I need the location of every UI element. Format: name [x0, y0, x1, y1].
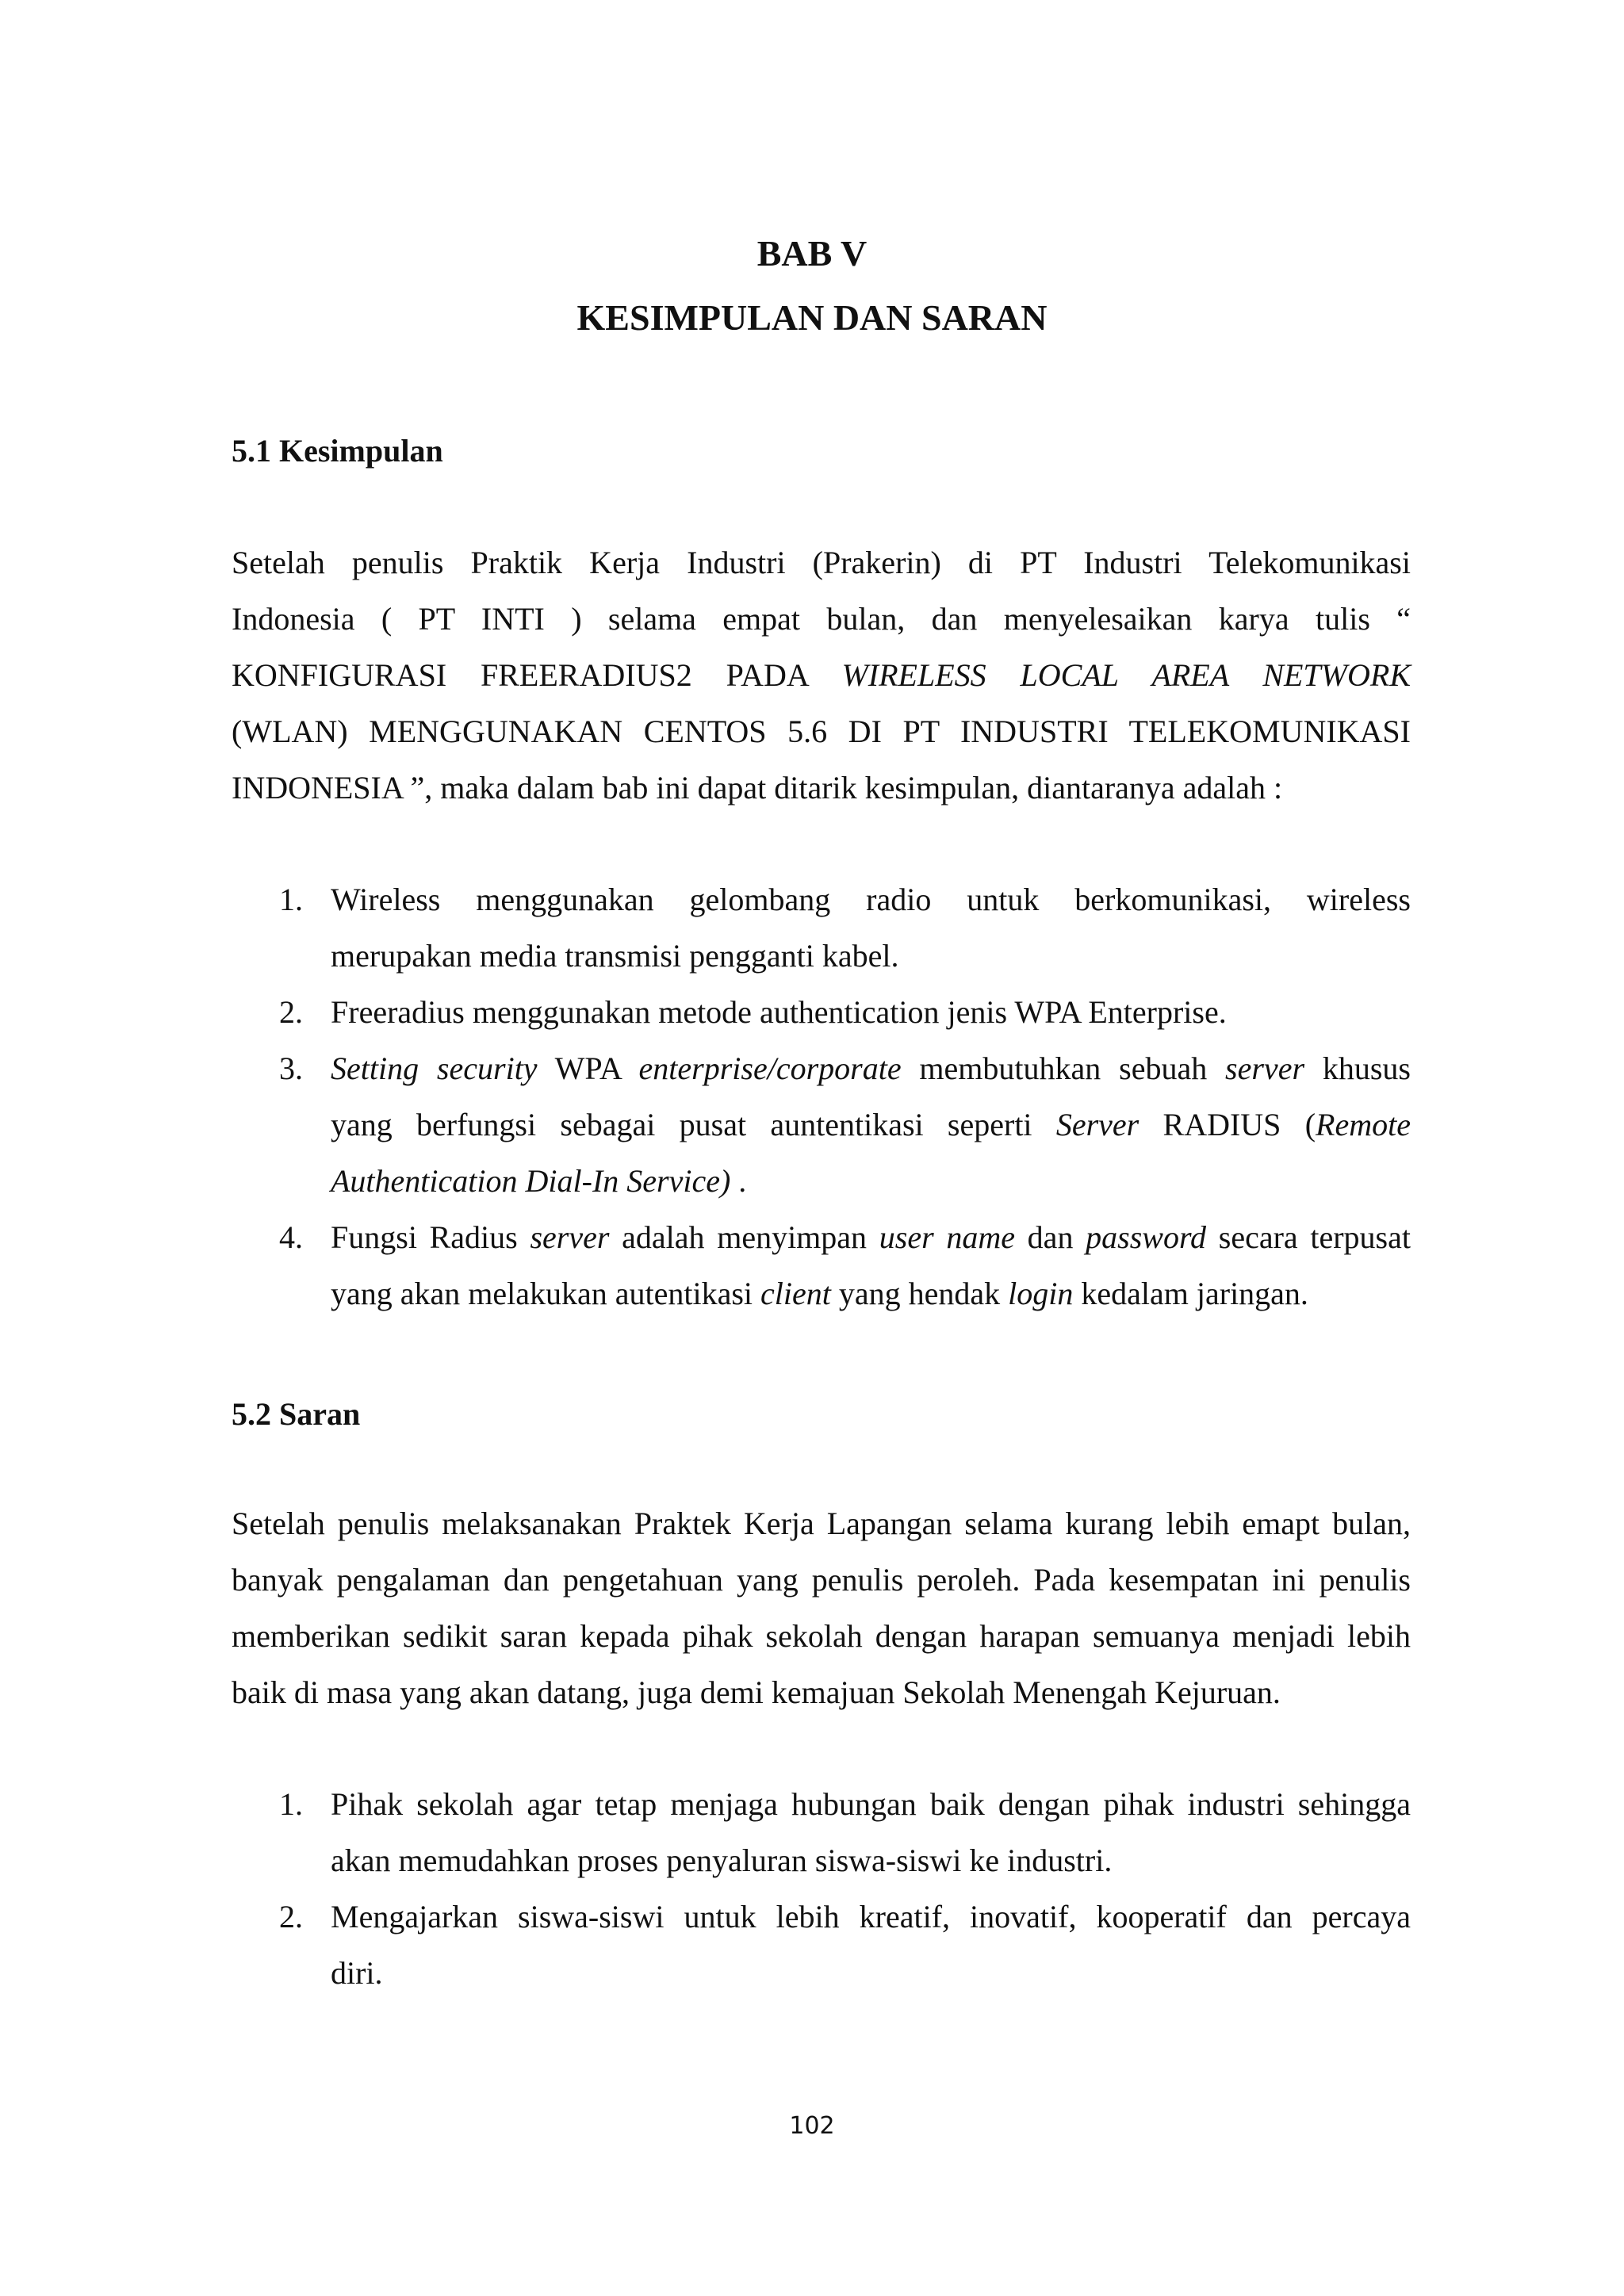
text: membutuhkan sebuah — [901, 1050, 1226, 1086]
paragraph-line: banyak pengalaman dan pengetahuan yang penulis peroleh. Pada kesempatan ini penulis — [232, 1562, 1411, 1598]
text: Fungsi Radius — [331, 1219, 530, 1255]
paragraph-line: memberikan sedikit saran kepada pihak sekolah dengan harapan semuanya menjadi lebih — [232, 1618, 1411, 1654]
italic-text: password — [1086, 1219, 1207, 1255]
text: adalah menyimpan — [609, 1219, 879, 1255]
kesimpulan-list — [232, 880, 1411, 1330]
list-item-line: merupakan media transmisi pengganti kabel. — [331, 938, 899, 974]
list-item — [232, 1049, 1411, 1218]
chapter-number: BAB V — [756, 233, 868, 274]
list-item — [232, 993, 1411, 1049]
italic-text: client — [760, 1276, 831, 1311]
italic-text: Setting security — [331, 1050, 538, 1086]
list-item — [232, 1218, 1411, 1330]
saran-intro-paragraph — [232, 1504, 1411, 1729]
text: yang hendak — [830, 1276, 1009, 1311]
list-item-line — [331, 1274, 1411, 1330]
list-item-line — [331, 1161, 1411, 1218]
list-item — [232, 880, 1411, 993]
text: khusus — [1304, 1050, 1411, 1086]
paragraph-line: (WLAN) MENGGUNAKAN CENTOS 5.6 DI PT INDUSTRI TELEKOMUNIKASI — [232, 714, 1411, 749]
paragraph-line: Indonesia ( PT INTI ) selama empat bulan, dan menyelesaikan karya tulis “ — [232, 601, 1411, 637]
list-item — [232, 1785, 1411, 1897]
list-item-line: Mengajarkan siswa-siswi untuk lebih kreatif, inovatif, kooperatif dan percaya — [331, 1899, 1411, 1934]
paragraph-line — [232, 656, 1411, 712]
list-item-line — [331, 1105, 1411, 1161]
italic-text: server — [1225, 1050, 1305, 1086]
list-item-line — [331, 1218, 1411, 1274]
text: kedalam jaringan. — [1073, 1276, 1308, 1311]
list-item-line: Pihak sekolah agar tetap menjaga hubungan baik dengan pihak industri sehingga — [331, 1786, 1411, 1822]
list-item-line: Freeradius menggunakan metode authentication jenis WPA Enterprise. — [331, 994, 1227, 1030]
chapter-title: KESIMPULAN DAN SARAN — [576, 297, 1048, 338]
paragraph-line: INDONESIA ”, maka dalam bab ini dapat ditarik kesimpulan, diantaranya adalah : — [232, 770, 1283, 806]
italic-text: enterprise/corporate — [638, 1050, 902, 1086]
list-item-number: 1. — [279, 882, 303, 917]
list-item-line: diri. — [331, 1955, 383, 1991]
italic-text: server — [530, 1219, 610, 1255]
text: . — [730, 1163, 747, 1199]
list-item-number: 4. — [279, 1219, 303, 1255]
italic-text: Remote — [1316, 1107, 1411, 1142]
italic-text: user name — [879, 1219, 1015, 1255]
text: secara terpusat — [1206, 1219, 1411, 1255]
list-item — [232, 1897, 1411, 2010]
text: RADIUS ( — [1139, 1107, 1316, 1142]
text: yang akan melakukan autentikasi — [331, 1276, 761, 1311]
section-heading-kesimpulan: 5.1 Kesimpulan — [232, 433, 443, 469]
text: WPA — [537, 1050, 639, 1086]
list-item-number: 3. — [279, 1050, 303, 1086]
list-item-number: 2. — [279, 994, 303, 1030]
paragraph-text: KONFIGURASI FREERADIUS2 PADA — [232, 657, 842, 693]
paragraph-italic-text: WIRELESS LOCAL AREA NETWORK — [841, 657, 1411, 693]
italic-text: login — [1008, 1276, 1074, 1311]
list-item-line — [331, 1049, 1411, 1105]
section-heading-saran: 5.2 Saran — [232, 1396, 361, 1432]
page-number: 102 — [789, 2112, 835, 2140]
text: dan — [1014, 1219, 1086, 1255]
list-item-line: Wireless menggunakan gelombang radio untuk berkomunikasi, wireless — [331, 882, 1411, 917]
list-item-number: 1. — [279, 1786, 303, 1822]
list-item-line: akan memudahkan proses penyaluran siswa-siswi ke industri. — [331, 1843, 1113, 1878]
paragraph-line: Setelah penulis Praktik Kerja Industri (Prakerin) di PT Industri Telekomunikasi — [232, 545, 1411, 580]
list-item-number: 2. — [279, 1899, 303, 1934]
paragraph-line: Setelah penulis melaksanakan Praktek Kerja Lapangan selama kurang lebih emapt bulan, — [232, 1506, 1411, 1541]
saran-list — [232, 1785, 1411, 2010]
paragraph-line: baik di masa yang akan datang, juga demi kemajuan Sekolah Menengah Kejuruan. — [232, 1674, 1281, 1710]
text: yang berfungsi sebagai pusat auntentikasi seperti — [331, 1107, 1056, 1142]
italic-text: Authentication Dial-In Service) — [331, 1163, 731, 1199]
italic-text: Server — [1055, 1107, 1139, 1142]
kesimpulan-intro-paragraph — [232, 543, 1411, 825]
